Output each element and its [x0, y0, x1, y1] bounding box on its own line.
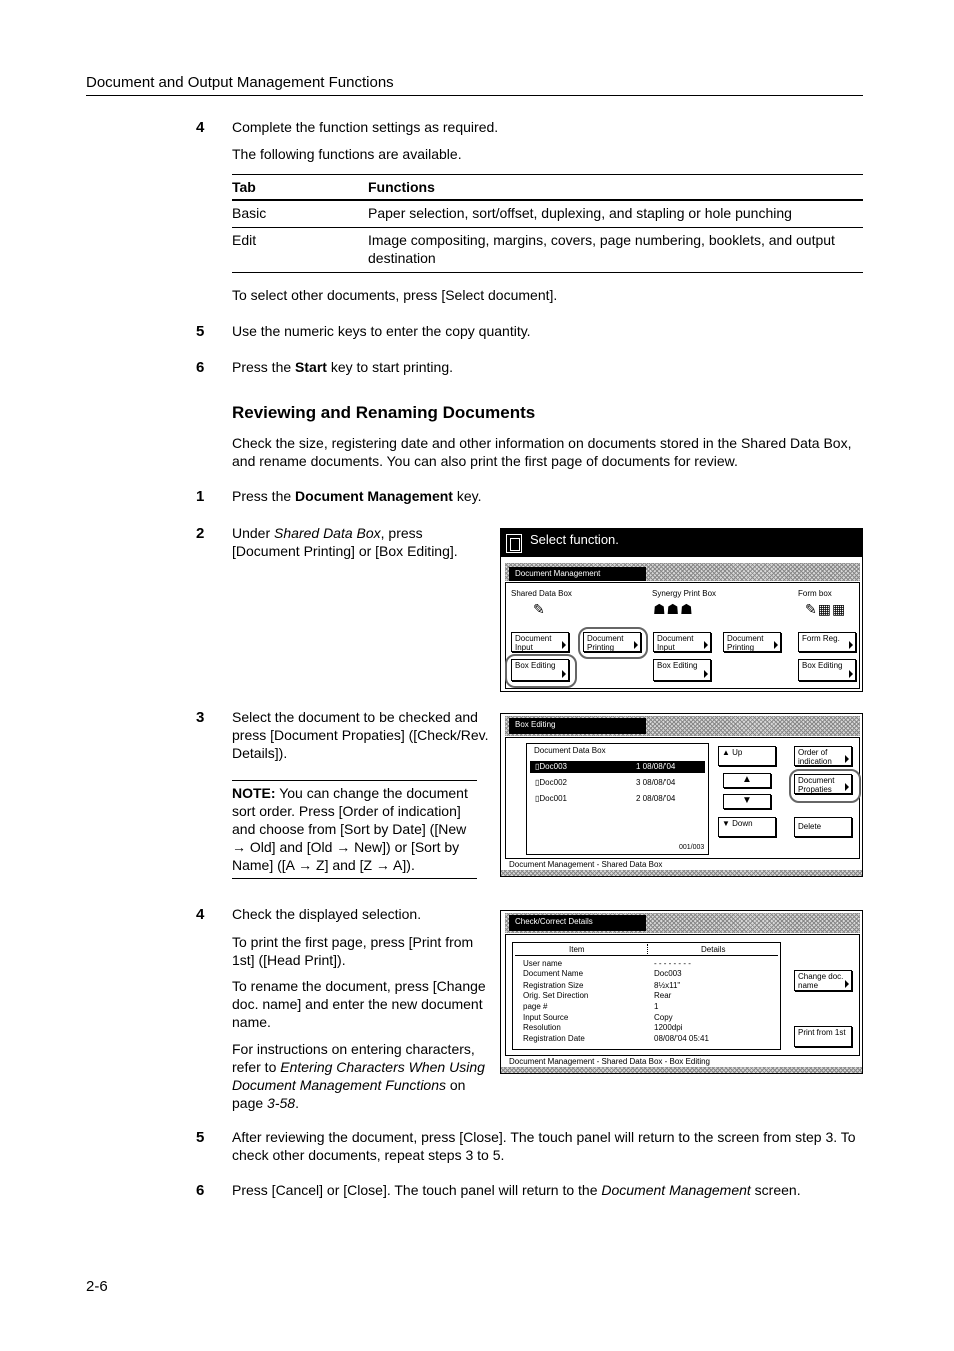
bottom-strip	[501, 1067, 862, 1073]
step-text: Use the numeric keys to enter the copy quantity.	[232, 323, 531, 339]
detail-item: Input Source	[523, 1013, 569, 1022]
list-item-info: 3 08/08/'04	[636, 778, 676, 787]
column-header-details: Details	[701, 945, 726, 954]
down-arrow-icon: ▼	[722, 819, 730, 828]
breadcrumb: Document Management - Shared Data Box	[509, 860, 663, 869]
step-number: 6	[196, 1182, 205, 1199]
table-row	[232, 200, 863, 228]
bottom-strip	[501, 870, 862, 876]
touch-panel-select-function	[500, 528, 863, 692]
detail-item: Resolution	[523, 1023, 561, 1032]
tab-check-correct-details[interactable]: Check/Correct Details	[509, 915, 646, 931]
highlight-ring	[505, 654, 577, 688]
detail-value: 8½x11"	[654, 981, 681, 990]
step-text: After reviewing the document, press [Close]. The touch panel will return to the screen from step 3. To check other documents, repeat steps 3 to 5.	[232, 1129, 856, 1163]
document-icon	[506, 534, 522, 553]
detail-item: User name	[523, 959, 563, 968]
table-header-functions: Functions	[368, 175, 863, 201]
step-text: Check the displayed selection.	[232, 906, 422, 922]
up-button[interactable]: ▲ Up	[718, 746, 776, 766]
detail-value: 1200dpi	[654, 1023, 683, 1032]
note: NOTE: You can change the document sort order. Press [Order of indication] and choose from [Sort by Date] ([New → Old] and [Old → New]) or [Sort by Name] ([A → Z] and [Z → A]).	[232, 785, 468, 873]
table-header-row	[232, 175, 863, 201]
table-cell: Edit	[232, 228, 368, 273]
step-number: 4	[196, 906, 205, 923]
detail-value: 08/08/'04 05:41	[654, 1034, 709, 1043]
list-item-info: 1 08/08/'04	[636, 762, 676, 771]
step-number: 2	[196, 525, 205, 542]
detail-item: Orig. Set Direction	[523, 991, 589, 1000]
form-box-editing-button[interactable]: Box Editing	[798, 659, 856, 681]
available-text: The following functions are available.	[232, 146, 462, 162]
list-item-info: 2 08/08/'04	[636, 794, 676, 803]
tab-document-management[interactable]: Document Management	[509, 567, 646, 581]
detail-item: Registration Date	[523, 1034, 585, 1043]
document-propaties-button[interactable]: Document Propaties	[794, 774, 852, 794]
table-header-tab: Tab	[232, 175, 368, 201]
detail-value: Copy	[654, 1013, 673, 1022]
list-title: Document Data Box	[534, 746, 606, 755]
print-from-1st-button[interactable]: Print from 1st	[794, 1026, 852, 1047]
group-label-shared: Shared Data Box	[511, 589, 572, 598]
step-number: 1	[196, 488, 205, 505]
table-row	[232, 228, 863, 273]
column-divider	[647, 944, 648, 954]
step-text: Press [Cancel] or [Close]. The touch panel will return to the Document Management screen.	[232, 1182, 801, 1198]
table-cell: Image compositing, margins, covers, page numbering, booklets, and output destination	[368, 228, 863, 273]
breadcrumb: Document Management - Shared Data Box - Box Editing	[509, 1057, 710, 1066]
highlight-ring	[578, 627, 648, 659]
step-paragraph: For instructions on entering characters, refer to Entering Characters When Using Document Management Functions on page 3-58.	[232, 1041, 485, 1111]
step-text: Press the Start key to start printing.	[232, 359, 453, 375]
step-text: Press the Document Management key.	[232, 488, 482, 504]
section-intro: Check the size, registering date and other information on documents stored in the Shared Data Box, and rename documents. You can also print the first page of documents for review.	[232, 435, 852, 469]
note-rule-top	[232, 780, 477, 781]
panel-date: 08/08	[842, 549, 860, 556]
group-label-synergy: Synergy Print Box	[652, 589, 717, 598]
form-box-icon: ✎▦▦	[805, 601, 847, 617]
list-item[interactable]: ▯Doc001	[535, 794, 567, 803]
form-reg-button[interactable]: Form Reg.	[798, 632, 856, 652]
page-counter: 001/003	[679, 844, 705, 851]
group-label-form: Form box	[798, 589, 832, 598]
panel-title: Select function.	[530, 532, 619, 547]
table-cell: Basic	[232, 200, 368, 228]
step-number: 4	[196, 119, 205, 136]
delete-button[interactable]: Delete	[794, 817, 852, 837]
highlight-ring	[789, 769, 861, 803]
step-number: 5	[196, 1129, 205, 1146]
functions-table	[232, 174, 863, 273]
list-item[interactable]: ▯Doc003	[535, 762, 567, 771]
list-item[interactable]: ▯Doc002	[535, 778, 567, 787]
synergy-document-printing-button[interactable]: Document Printing	[723, 632, 781, 652]
change-doc-name-button[interactable]: Change doc. name	[794, 970, 852, 991]
note-rule-bottom	[232, 878, 477, 879]
synergy-document-input-button[interactable]: Document Input	[653, 632, 711, 652]
down-button[interactable]: ▼ Down	[718, 817, 776, 837]
touch-panel-check-details	[500, 910, 863, 1074]
tab-box-editing[interactable]: Box Editing	[509, 718, 646, 734]
order-of-indication-button[interactable]: Order of indication	[794, 746, 852, 766]
up-arrow-icon: ▲	[722, 748, 730, 757]
step-paragraph: To print the first page, press [Print from 1st] ([Head Print]).	[232, 934, 474, 968]
header-rule	[86, 95, 863, 96]
scroll-down-button[interactable]	[723, 794, 771, 809]
step-number: 6	[196, 359, 205, 376]
triangle-up-icon: ▲	[742, 774, 752, 785]
table-cell: Paper selection, sort/offset, duplexing, and stapling or hole punching	[368, 200, 863, 228]
detail-value: 1	[654, 1002, 659, 1011]
section-heading: Reviewing and Renaming Documents	[232, 403, 536, 422]
shared-document-printing-button[interactable]: Document Printing	[583, 632, 641, 652]
step-number: 5	[196, 323, 205, 340]
detail-value: Doc003	[654, 969, 682, 978]
detail-item: page #	[523, 1002, 548, 1011]
header-divider	[515, 955, 778, 956]
synergy-box-icon: ☗☗☗	[653, 601, 694, 617]
running-header: Document and Output Management Functions	[86, 74, 394, 91]
step-number: 3	[196, 709, 205, 726]
step-text: Select the document to be checked and press [Document Propaties] ([Check/Rev. Details]).	[232, 709, 489, 761]
step-text: Under Shared Data Box, press [Document Printing] or [Box Editing].	[232, 525, 458, 559]
shared-box-icon: ✎	[533, 601, 546, 617]
shared-document-input-button[interactable]: Document Input	[511, 632, 569, 652]
touch-panel-box-editing	[500, 713, 863, 877]
detail-value: - - - - - - - -	[654, 959, 691, 968]
synergy-box-editing-button[interactable]: Box Editing	[653, 659, 711, 681]
page-number: 2-6	[86, 1278, 108, 1295]
shared-box-editing-button[interactable]: Box Editing	[511, 659, 569, 681]
scroll-up-button[interactable]	[723, 773, 771, 788]
detail-value: Rear	[654, 991, 672, 1000]
triangle-down-icon: ▼	[742, 795, 752, 806]
step-text: Complete the function settings as required.	[232, 119, 499, 135]
detail-item: Registration Size	[523, 981, 584, 990]
column-header-item: Item	[569, 945, 585, 954]
detail-item: Document Name	[523, 969, 584, 978]
select-other-text: To select other documents, press [Select document].	[232, 287, 558, 303]
step-paragraph: To rename the document, press [Change doc. name] and enter the new document name.	[232, 978, 486, 1030]
